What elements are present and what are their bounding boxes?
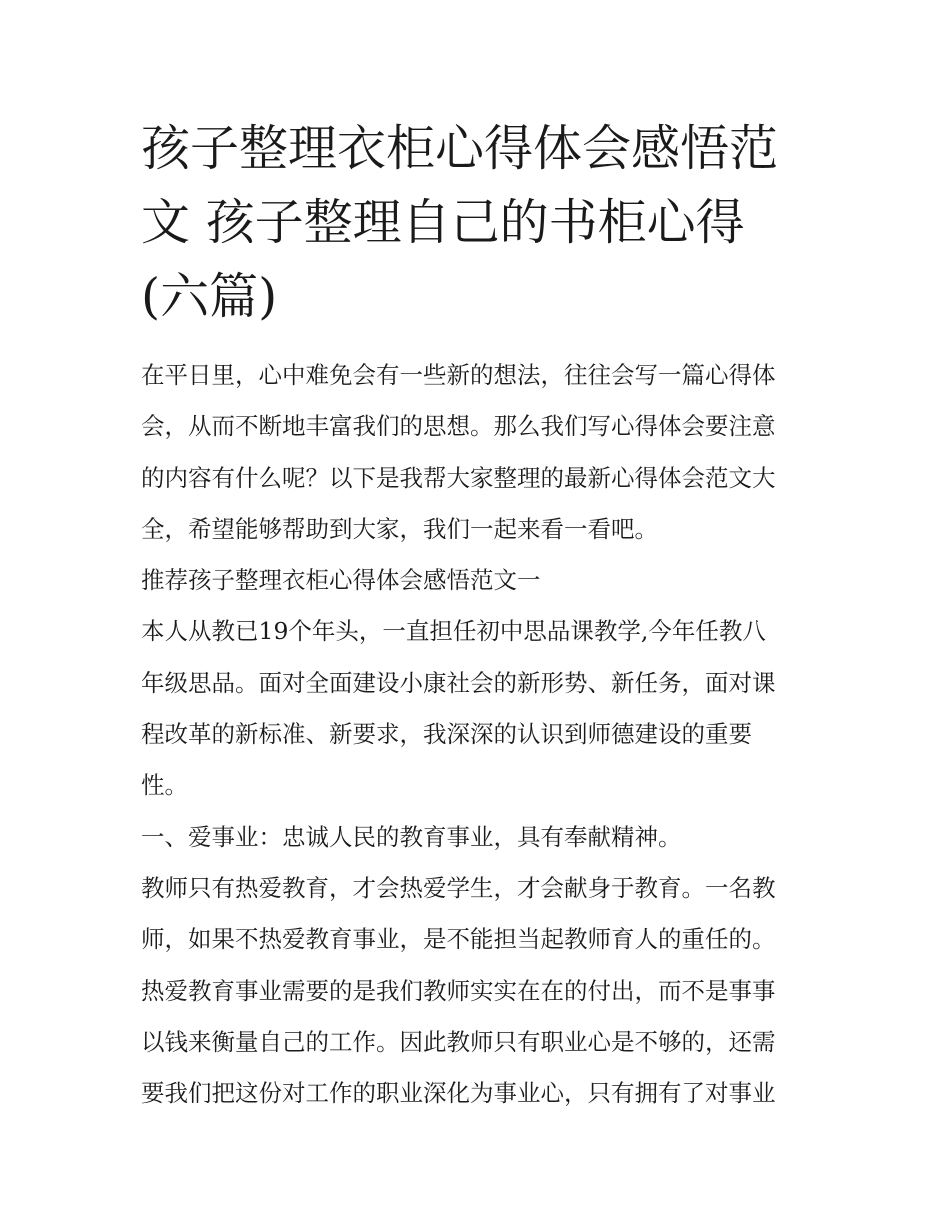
section-heading: 推荐孩子整理衣柜心得体会感悟范文一: [141, 566, 541, 595]
title-line-3: (六篇): [141, 268, 278, 325]
paragraph-2-line-1: 教师只有热爱教育，才会热爱学生，才会献身于教育。一名教: [141, 873, 776, 902]
subheading-1: 一、爱事业：忠诚人民的教育事业，具有奉献精神。: [141, 822, 682, 851]
intro-line-2: 会，从而不断地丰富我们的思想。那么我们写心得体会要注意: [141, 412, 776, 441]
paragraph-1-line-1: 本人从教已19个年头，一直担任初中思品课教学,今年任教八: [141, 617, 766, 646]
intro-line-4: 全，希望能够帮助到大家，我们一起来看一看吧。: [141, 514, 658, 543]
title-line-2: 文 孩子整理自己的书柜心得: [141, 194, 745, 251]
paragraph-1-line-4: 性。: [141, 771, 188, 800]
paragraph-2-line-3: 热爱教育事业需要的是我们教师实实在在的付出，而不是事事: [141, 976, 776, 1005]
document-title: [141, 112, 821, 334]
paragraph-2-line-4: 以钱来衡量自己的工作。因此教师只有职业心是不够的，还需: [141, 1027, 776, 1056]
document-body: [141, 350, 821, 1119]
paragraph-1-line-2: 年级思品。面对全面建设小康社会的新形势、新任务，面对课: [141, 668, 776, 697]
intro-line-1: 在平日里，心中难免会有一些新的想法，往往会写一篇心得体: [141, 361, 776, 389]
paragraph-2-line-2: 师，如果不热爱教育事业，是不能担当起教师育人的重任的。: [141, 925, 776, 954]
intro-line-3: 的内容有什么呢？以下是我帮大家整理的最新心得体会范文大: [141, 463, 776, 492]
title-line-1: 孩子整理衣柜心得体会感悟范: [141, 120, 779, 177]
paragraph-2-line-5: 要我们把这份对工作的职业深化为事业心，只有拥有了对事业: [141, 1079, 776, 1108]
paragraph-1-line-3: 程改革的新标准、新要求，我深深的认识到师德建设的重要: [141, 720, 752, 749]
